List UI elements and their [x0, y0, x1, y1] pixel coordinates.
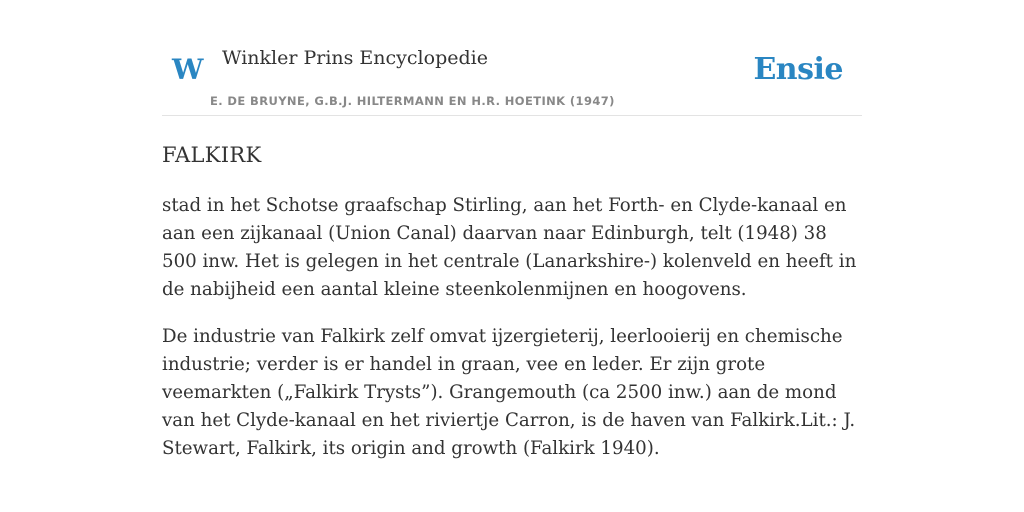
article-card	[162, 0, 862, 512]
source-header	[162, 0, 862, 116]
article-paragraph: De industrie van Falkirk zelf omvat ijzergieterij, leerlooierij en chemische industrie; verder is er handel in graan, vee en leder. Er zijn grote veemarkten („Falkirk Trysts”). Grangemouth (ca 2500 inw.) aan de mond van het Clyde-kanaal en het riviertje Carron, is de haven van Falkirk.Lit.: J. Stewart, Falkirk, its origin and growth (Falkirk 1940).	[162, 326, 856, 459]
brand-logo[interactable]: Ensie	[753, 52, 843, 87]
source-authors: E. DE BRUYNE, G.B.J. HILTERMANN EN H.R. HOETINK (1947)	[210, 94, 615, 108]
source-title[interactable]: Winkler Prins Encyclopedie	[222, 47, 488, 69]
article-title: FALKIRK	[162, 143, 262, 167]
article-body	[162, 192, 862, 482]
encyclopedia-logo-icon[interactable]: W	[172, 53, 204, 86]
article-paragraph: stad in het Schotse graafschap Stirling, aan het Forth- en Clyde-kanaal en aan een zijkanaal (Union Canal) daarvan naar Edinburgh, telt (1948) 38 500 inw. Het is gelegen in het centrale (Lanarkshire-) kolenveld en heeft in de nabijheid een aantal kleine steenkolenmijnen en hoogovens.	[162, 195, 857, 300]
